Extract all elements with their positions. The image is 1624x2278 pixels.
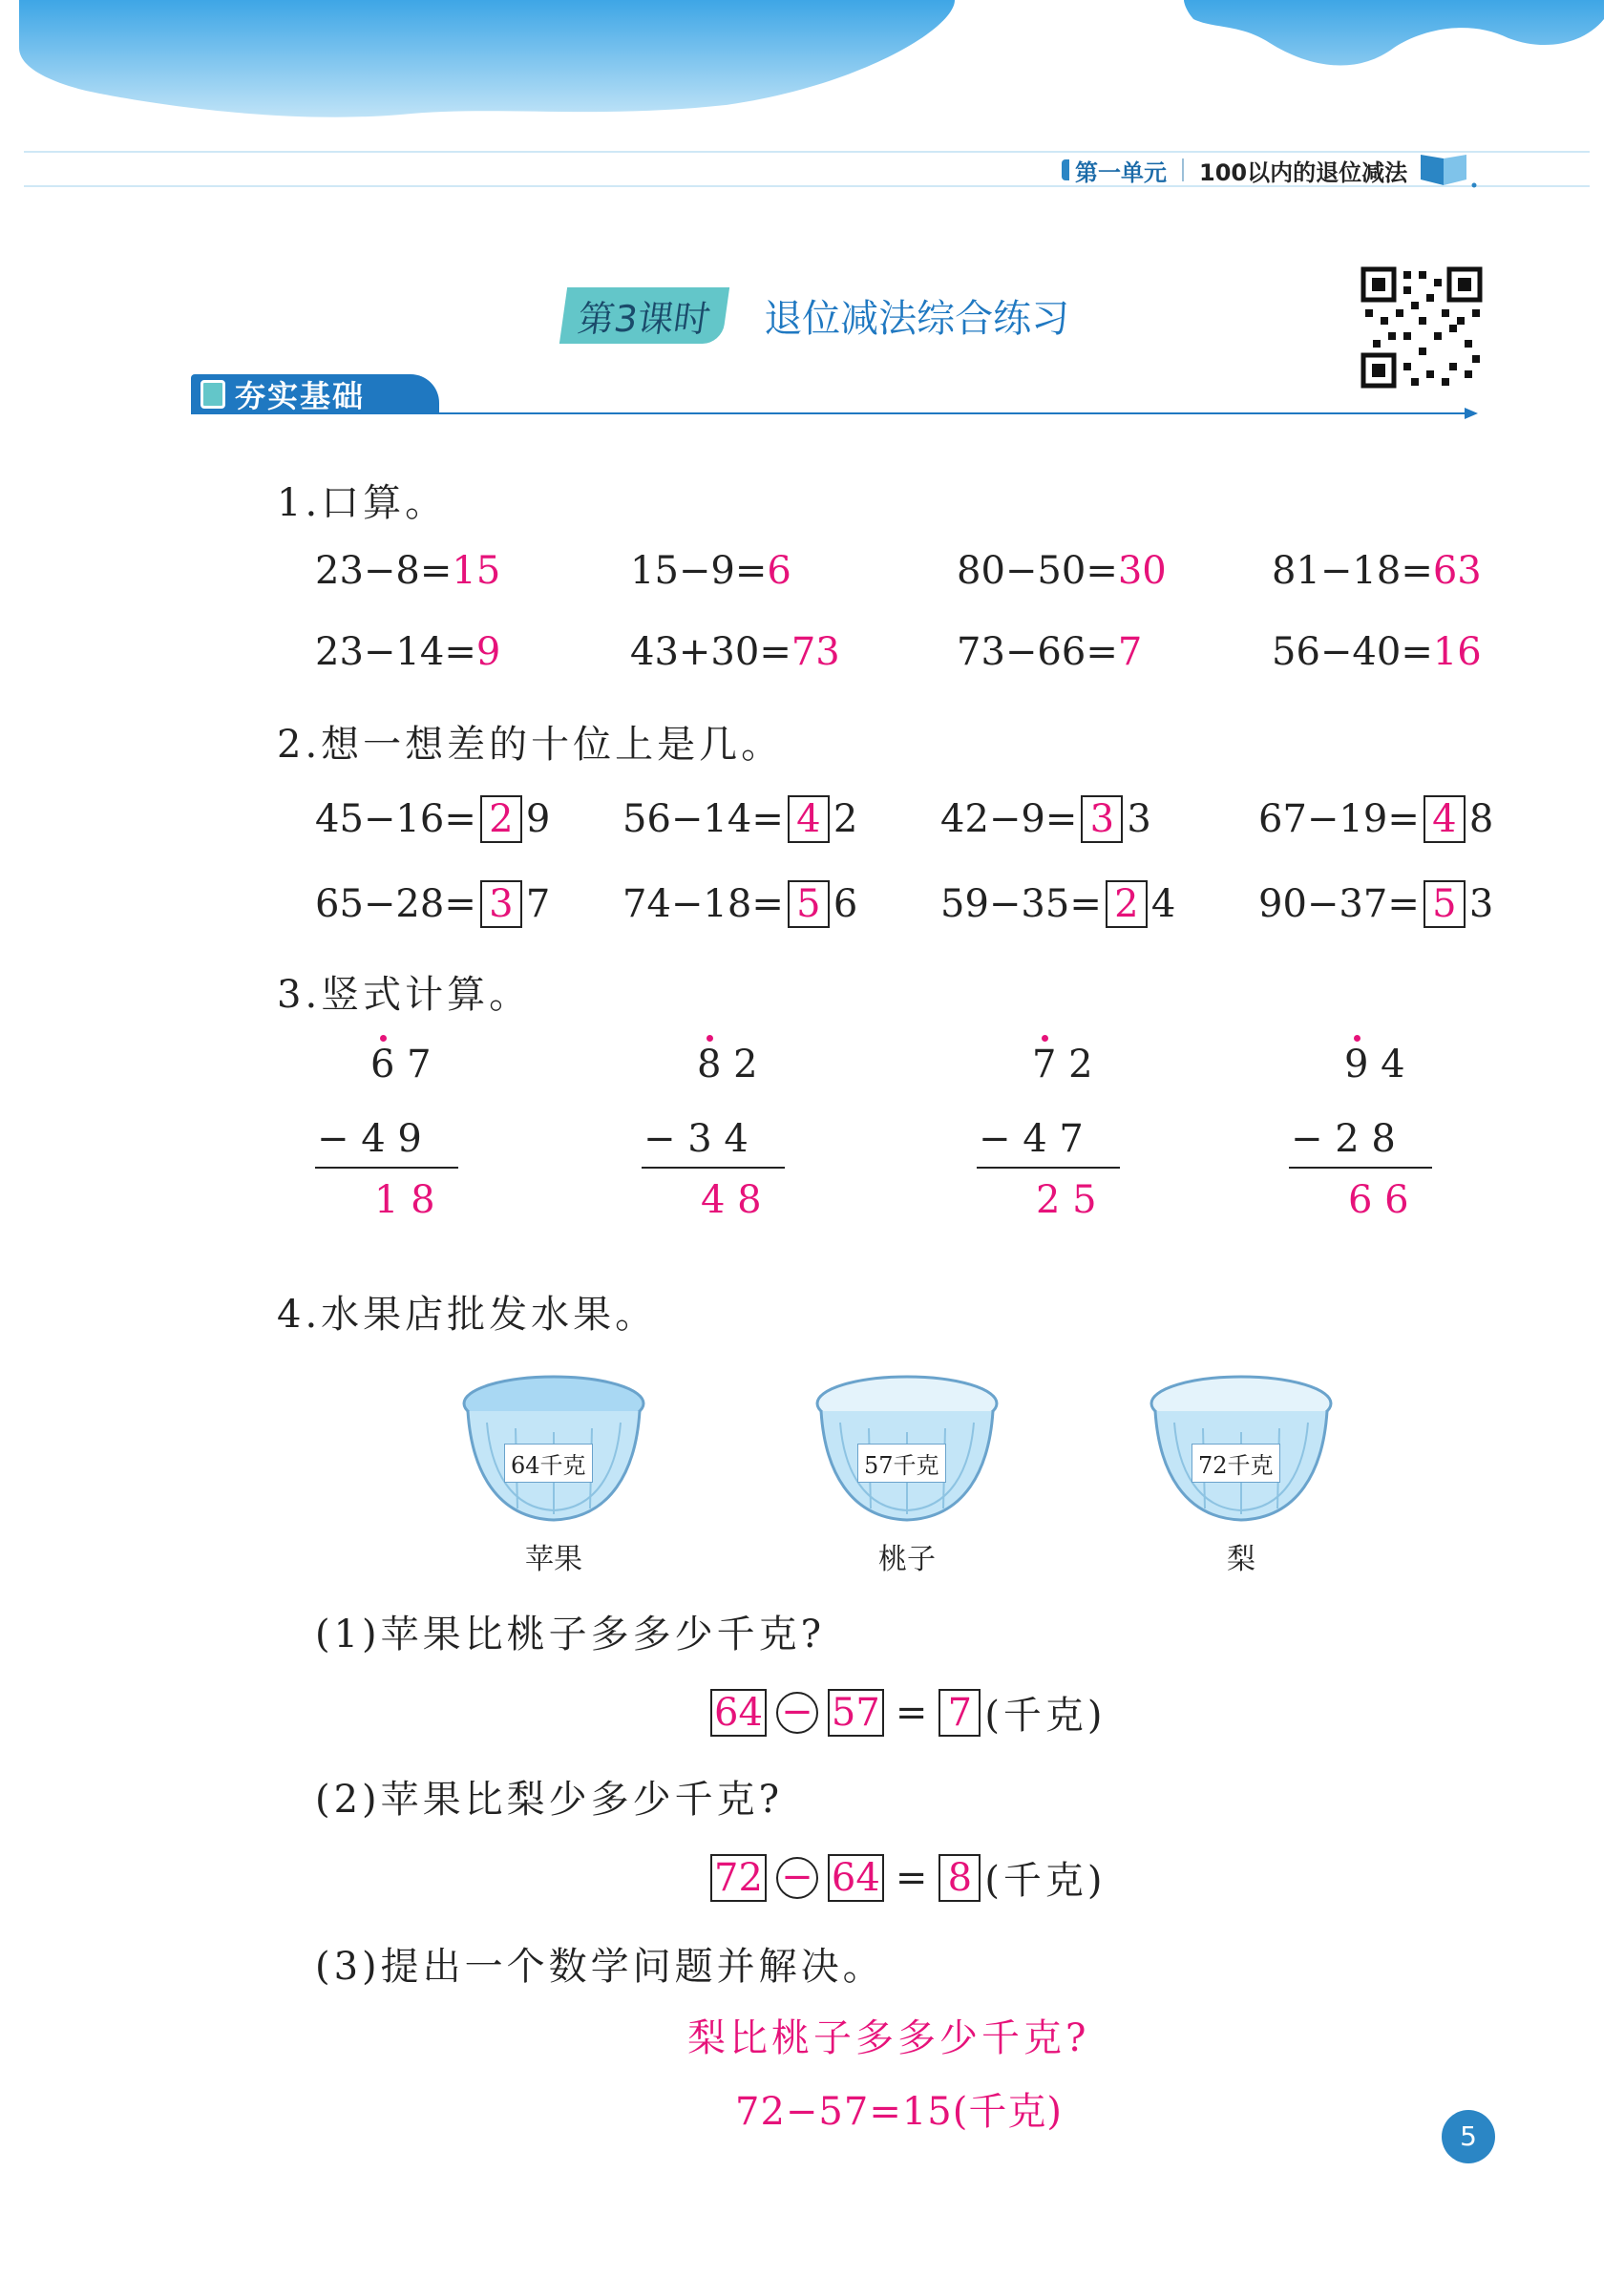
q1-expr: 23−14= [315,630,476,674]
q1-item [630,630,840,674]
q3-bottom: − 2 8 [1291,1117,1396,1161]
q1-expr: 73−66= [957,630,1118,674]
borrow-dot [380,1035,387,1042]
q2-item [315,880,550,928]
header-divider [1182,158,1184,181]
sub2-box-result: 8 [939,1854,981,1902]
borrow-dot [1354,1035,1360,1042]
sub2-equals: = [895,1855,928,1900]
q1-expr: 56−40= [1272,630,1433,674]
sub1-box-a: 64 [710,1689,767,1737]
sub1-box-b: 57 [828,1689,884,1737]
basket-fruit-name: 苹果 [525,1543,582,1576]
basket-weight-label: 64千克 [504,1444,593,1483]
q3-vertical-calc [977,1022,1129,1232]
q2-item [315,795,550,843]
qr-code [1360,265,1484,390]
q4-sub1-equation [707,1685,1107,1740]
q1-answer: 30 [1117,549,1167,593]
header-unit: 第一单元 [1075,158,1167,186]
q1-answer: 7 [1117,630,1143,674]
q2-expr: 45−16= [315,797,476,841]
q2-expr: 59−35= [940,882,1102,926]
q1-item [630,549,791,593]
section-banner [191,374,1480,416]
q1-answer: 15 [452,549,501,593]
q1-item [957,630,1142,674]
sub2-op-circle: − [776,1857,818,1899]
sub2-box-b: 64 [828,1854,884,1902]
q4-title: 4.水果店批发水果。 [277,1293,658,1337]
q3-rule [642,1167,785,1169]
q3-rule [1289,1167,1432,1169]
q2-ones: 8 [1468,797,1494,841]
q4-sub2-equation [707,1850,1107,1905]
sub1-equals: = [895,1690,928,1735]
header-unit-area [1062,153,1482,187]
q4-sub3-answer-question: 梨比桃子多多少千克? [687,2016,1090,2060]
q2-tens-box: 3 [480,880,522,928]
q1-expr: 15−9= [630,549,768,593]
q2-expr: 67−19= [1258,797,1420,841]
q3-rule [977,1167,1120,1169]
q3-result: 2 5 [1036,1178,1097,1222]
q1-answer: 16 [1432,630,1482,674]
q1-expr: 23−8= [315,549,453,593]
q2-item [940,795,1151,843]
q3-top: 6 7 [370,1043,432,1086]
section-banner-label: 夯实基础 [235,378,366,414]
q3-top: 9 4 [1344,1043,1405,1086]
borrow-dot [1042,1035,1048,1042]
lesson-title: 退位减法综合练习 [764,296,1070,341]
q2-ones: 2 [833,797,858,841]
q1-answer: 63 [1432,549,1482,593]
fruit-basket [458,1365,649,1585]
open-book-icon [1415,151,1482,189]
q3-rule [315,1167,458,1169]
q3-bottom: − 3 4 [643,1117,749,1161]
basket-weight-label: 57千克 [857,1444,946,1483]
q3-bottom: − 4 9 [317,1117,422,1161]
banner-logo-icon [200,380,225,409]
sub2-box-a: 72 [710,1854,767,1902]
q2-expr: 42−9= [940,797,1078,841]
lesson-title-area [563,286,1069,344]
q2-tens-box: 2 [1106,880,1148,928]
sub2-unit: (千克) [984,1859,1107,1903]
q2-item [622,795,857,843]
q2-expr: 74−18= [622,882,784,926]
page-number [1442,2110,1495,2163]
q1-item [315,630,500,674]
q1-answer: 6 [767,549,791,593]
sub1-op-circle: − [776,1692,818,1734]
fruit-basket [812,1365,1002,1585]
q1-item [1272,630,1482,674]
q2-ones: 6 [833,882,858,926]
q2-tens-box: 2 [480,795,522,843]
q2-ones: 9 [525,797,551,841]
q3-result: 1 8 [374,1178,435,1222]
basket-weight-label: 72千克 [1192,1444,1280,1483]
q2-item [1258,795,1493,843]
q2-tens-box: 5 [1424,880,1466,928]
q1-expr: 43+30= [630,630,791,674]
q2-tens-box: 4 [788,795,830,843]
q3-result: 4 8 [701,1178,762,1222]
q1-item [957,549,1167,593]
q2-expr: 65−28= [315,882,476,926]
q4-sub2-question: (2)苹果比梨少多少千克? [315,1778,784,1822]
q3-top: 8 2 [697,1043,758,1086]
fruit-basket [1146,1365,1337,1585]
header-topic: 100以内的退位减法 [1199,158,1408,186]
q2-ones: 3 [1127,797,1151,841]
q3-vertical-calc [642,1022,794,1232]
banner-tag [191,374,439,414]
q4-sub3-answer-calc: 72−57=15(千克) [735,2090,1063,2134]
q2-ones: 4 [1150,882,1176,926]
q3-vertical-calc [1289,1022,1442,1232]
q3-result: 6 6 [1348,1178,1409,1222]
q1-title: 1.口算。 [277,481,448,525]
sky-clouds-decoration [0,0,1624,143]
q2-item [940,880,1175,928]
q1-expr: 80−50= [957,549,1118,593]
q4-sub3-question: (3)提出一个数学问题并解决。 [315,1945,885,1989]
q2-ones: 3 [1468,882,1494,926]
q2-tens-box: 5 [788,880,830,928]
q2-item [1258,880,1493,928]
q1-answer: 9 [475,630,501,674]
sub1-unit: (千克) [984,1694,1107,1738]
q2-ones: 7 [525,882,551,926]
q2-title: 2.想一想差的十位上是几。 [277,723,784,767]
q1-item [315,549,500,593]
banner-arrow-head [1465,408,1478,419]
sub1-box-result: 7 [939,1689,981,1737]
q2-tens-box: 3 [1081,795,1123,843]
basket-fruit-name: 桃子 [878,1543,936,1576]
q3-vertical-calc [315,1022,468,1232]
lesson-badge: 第3课时 [559,287,729,344]
q2-expr: 90−37= [1258,882,1420,926]
q2-expr: 56−14= [622,797,784,841]
q3-title: 3.竖式计算。 [277,973,532,1017]
borrow-dot [707,1035,713,1042]
q1-item [1272,549,1482,593]
basket-fruit-name: 梨 [1227,1543,1255,1576]
q2-item [622,880,857,928]
q3-bottom: − 4 7 [979,1117,1084,1161]
header-unit-marker [1062,159,1069,180]
q3-top: 7 2 [1032,1043,1093,1086]
page-number-text: 5 [1460,2120,1477,2152]
q1-answer: 73 [791,630,840,674]
q2-tens-box: 4 [1424,795,1466,843]
q4-sub1-question: (1)苹果比桃子多多少千克? [315,1613,826,1656]
q1-expr: 81−18= [1272,549,1433,593]
